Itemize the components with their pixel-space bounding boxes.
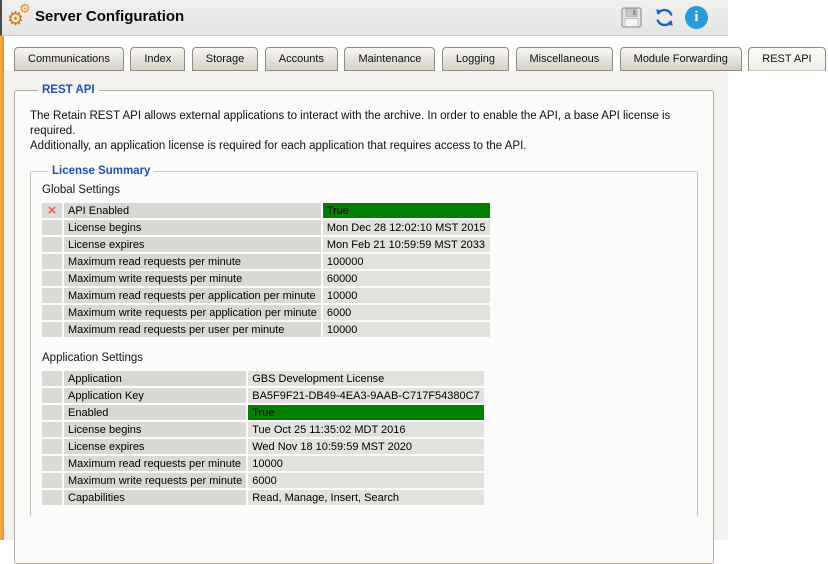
rest-api-legend: REST API [42,84,95,96]
server-config-gears-icon [7,2,35,32]
setting-label: Maximum write requests per application per minute [64,305,321,320]
table-row [42,254,490,269]
table-row [42,439,484,454]
setting-value: Mon Dec 28 12:02:10 MST 2015 [323,220,490,235]
tab-index[interactable]: Index [130,47,185,71]
gear-icon-small: ⚙ [19,1,31,16]
setting-value: 6000 [323,305,490,320]
table-row [42,456,484,471]
tab-rest-api[interactable]: REST API [748,47,825,71]
setting-value: Read, Manage, Insert, Search [248,490,483,505]
setting-value: 60000 [323,271,490,286]
setting-label: Maximum read requests per application per minute [64,288,321,303]
setting-value: 100000 [323,254,490,269]
setting-label: Maximum write requests per minute [64,271,321,286]
row-icon-cell [42,203,62,218]
table-row [42,371,484,386]
setting-value: 10000 [248,456,483,471]
tab-miscellaneous[interactable]: Miscellaneous [516,47,614,71]
table-row [42,405,484,420]
rest-api-panel [14,84,714,564]
setting-label: License begins [64,220,321,235]
table-row [42,473,484,488]
tab-logging[interactable]: Logging [442,47,509,71]
setting-label: API Enabled [64,203,321,218]
setting-value: Tue Oct 25 11:35:02 MDT 2016 [248,422,483,437]
refresh-icon[interactable] [653,6,676,34]
setting-value: 10000 [323,322,490,337]
row-icon-cell [42,305,62,320]
save-icon[interactable] [620,6,643,34]
row-icon-cell [42,388,62,403]
table-row [42,305,490,320]
setting-value: 10000 [323,288,490,303]
table-row [42,237,490,252]
content-area [4,71,728,540]
tab-communications[interactable]: Communications [14,47,124,71]
tab-module-forwarding[interactable]: Module Forwarding [620,47,742,71]
table-row [42,322,490,337]
row-icon-cell [42,439,62,454]
table-row [42,288,490,303]
setting-value: True [323,203,490,218]
setting-label: License begins [64,422,246,437]
license-summary-panel [30,165,698,517]
table-row [42,490,484,505]
global-settings-title: Global Settings [42,184,120,196]
setting-value: BA5F9F21-DB49-4EA3-9AAB-C717F54380C7 [248,388,483,403]
setting-label: Maximum write requests per minute [64,473,246,488]
row-icon-cell [42,405,62,420]
header-bar [0,0,728,36]
row-icon-cell [42,456,62,471]
table-row [42,388,484,403]
row-icon-cell [42,288,62,303]
application-settings-title: Application Settings [42,352,144,364]
setting-label: Application Key [64,388,246,403]
tab-storage[interactable]: Storage [192,47,259,71]
setting-label: Maximum read requests per minute [64,254,321,269]
setting-value: Mon Feb 21 10:59:59 MST 2033 [323,237,490,252]
row-icon-cell [42,322,62,337]
setting-value: True [248,405,483,420]
rest-api-description [30,109,698,154]
table-row [42,220,490,235]
row-icon-cell [42,220,62,235]
tab-accounts[interactable]: Accounts [265,47,338,71]
remove-icon[interactable]: × [47,201,57,219]
tab-maintenance[interactable]: Maintenance [344,47,435,71]
row-icon-cell [42,237,62,252]
row-icon-cell [42,371,62,386]
application-settings-table [40,369,486,507]
row-icon-cell [42,271,62,286]
setting-label: License expires [64,439,246,454]
row-icon-cell [42,490,62,505]
setting-value: GBS Development License [248,371,483,386]
setting-label: Application [64,371,246,386]
setting-value: Wed Nov 18 10:59:59 MST 2020 [248,439,483,454]
setting-label: Enabled [64,405,246,420]
setting-label: License expires [64,237,321,252]
row-icon-cell [42,473,62,488]
setting-value: 6000 [248,473,483,488]
license-summary-legend: License Summary [52,165,151,177]
table-row [42,203,490,218]
page-title: Server Configuration [35,8,185,25]
description-line-1: The Retain REST API allows external applications to interact with the archive. In order to enable the API, a base API license is required. [30,110,671,137]
table-row [42,271,490,286]
row-icon-cell [42,254,62,269]
description-line-2: Additionally, an application license is required for each application that requires access to the API. [30,140,527,152]
table-row [42,422,484,437]
gear-icon: ⚙ [7,9,25,30]
setting-label: Capabilities [64,490,246,505]
setting-label: Maximum read requests per minute [64,456,246,471]
info-icon[interactable]: i [685,6,708,29]
global-settings-table [40,201,492,339]
setting-label: Maximum read requests per user per minute [64,322,321,337]
row-icon-cell [42,422,62,437]
tab-bar [14,47,812,71]
